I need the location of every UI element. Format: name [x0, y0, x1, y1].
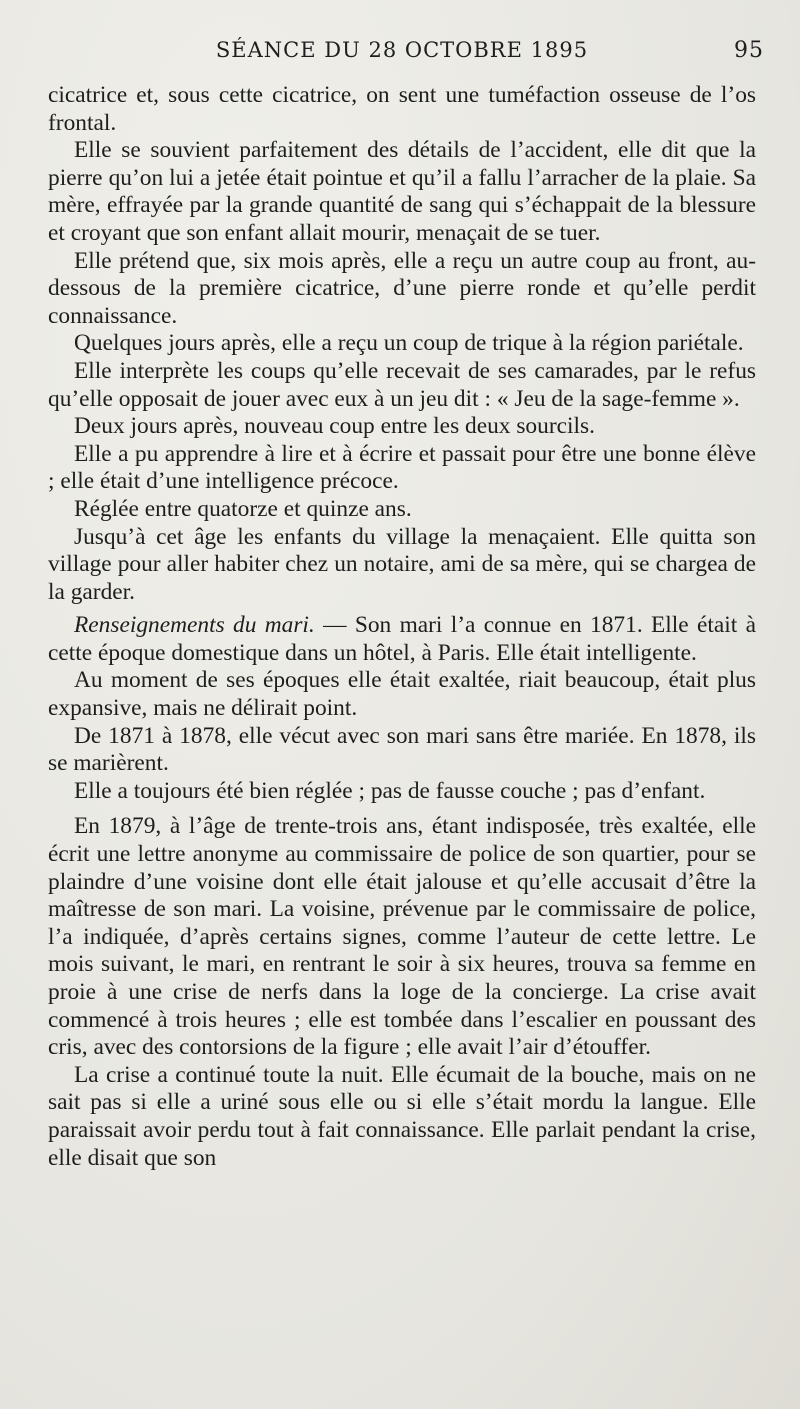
paragraph-5: Elle interprète les coups qu’elle recevait de ses camarades, par le refus qu’elle opposait de jouer avec eux à un jeu dit : « Jeu de la sage-femme ».: [48, 357, 756, 412]
paragraph-10: [48, 612, 756, 667]
paragraph-1: cicatrice et, sous cette cicatrice, on sent une tuméfaction osseuse de l’os frontal.: [48, 82, 756, 136]
paragraph-14: En 1879, à l’âge de trente-trois ans, étant indisposée, très exaltée, elle écrit une lettre anonyme au commissaire de police de son quartier, pour se plaindre d’une voisine dont elle était jalouse et qu’elle accusait d’être la maîtresse de son mari. La voisine, prévenue par le commissaire de police, l’a indiquée, d’après certains signes, comme l’auteur de cette lettre. Le mois suivant, le mari, en rentrant le soir à six heures, trouva sa femme en proie à une crise de nerfs dans la loge de la concierge. La crise avait commencé à trois heures ; elle est tombée dans l’escalier en poussant des cris, avec des contorsions de la figure ; elle avait l’air d’étouffer.: [48, 813, 756, 1061]
paragraph-2: Elle se souvient parfaitement des détails de l’accident, elle dit que la pierre qu’on lui a jetée était pointue et qu’il a fallu l’arracher de la plaie. Sa mère, effrayée par la grande quantité de sang qui s’échappait de la blessure et croyant que son enfant allait mourir, menaçait de se tuer.: [48, 137, 756, 246]
running-head: [48, 30, 764, 82]
page-number: 95: [734, 38, 764, 63]
running-head-title: SÉANCE DU 28 OCTOBRE 1895: [215, 38, 589, 62]
book-page: [48, 30, 764, 1172]
paragraph-15: La crise a continué toute la nuit. Elle écumait de la bouche, mais on ne sait pas si elle a uriné sous elle ou si elle s’était mordu la langue. Elle paraissait avoir perdu tout à fait connaissance. Elle parlait pendant la crise, elle disait que son: [48, 1061, 756, 1171]
paragraph-10-text: — Son mari l’a connue en 1871. Elle était à cette époque domestique dans un hôtel, à Paris. Elle était intelligente.: [48, 612, 756, 666]
paragraph-7: Elle a pu apprendre à lire et à écrire et passait pour être une bonne élève ; elle était d’une intelligence précoce.: [48, 440, 756, 495]
paragraph-6: Deux jours après, nouveau coup entre les deux sourcils.: [74, 413, 595, 440]
paragraph-11: Au moment de ses époques elle était exaltée, riait beaucoup, était plus expansive, mais ne délirait point.: [48, 667, 756, 722]
paragraph-4: Quelques jours après, elle a reçu un coup de trique à la région pariétale.: [74, 330, 744, 357]
paragraph-8: Réglée entre quatorze et quinze ans.: [74, 495, 412, 522]
paragraph-12: De 1871 à 1878, elle vécut avec son mari sans être mariée. En 1878, ils se marièrent.: [48, 722, 756, 777]
section-heading-mari: Renseignements du mari.: [74, 612, 315, 639]
paragraph-3: Elle prétend que, six mois après, elle a reçu un autre coup au front, au-dessous de la première cicatrice, d’une pierre ronde et qu’elle perdit connaissance.: [48, 247, 756, 329]
body-text: [48, 82, 756, 1172]
paragraph-9: Jusqu’à cet âge les enfants du village la menaçaient. Elle quitta son village pour aller habiter chez un notaire, ami de sa mère, qui se chargea de la garder.: [48, 523, 756, 605]
paragraph-13: Elle a toujours été bien réglée ; pas de fausse couche ; pas d’enfant.: [74, 777, 706, 804]
